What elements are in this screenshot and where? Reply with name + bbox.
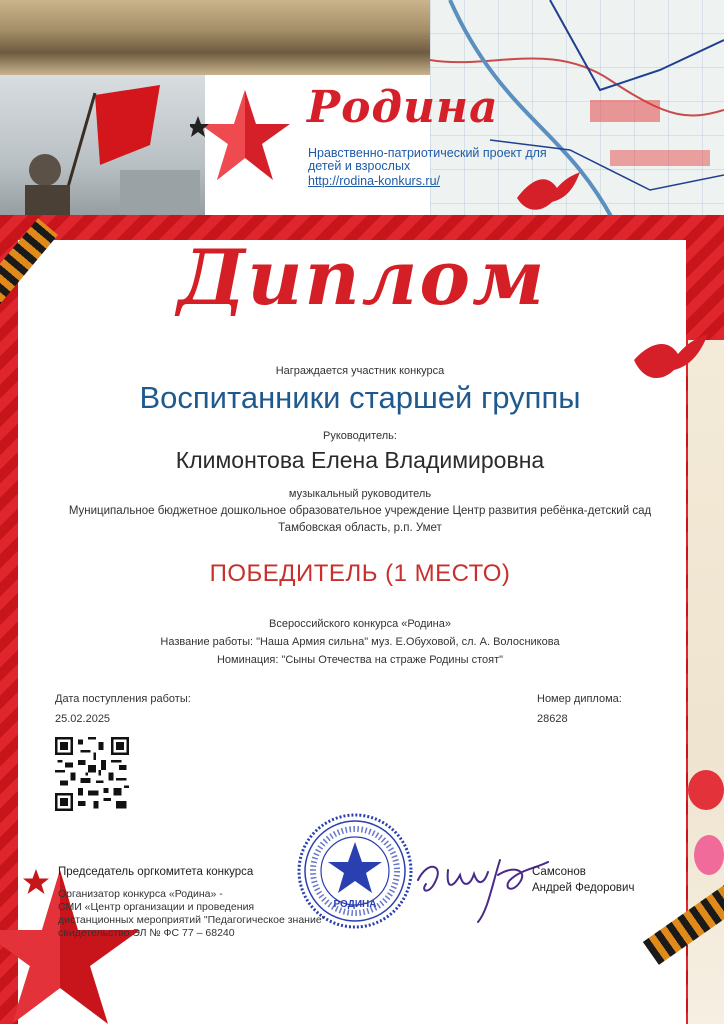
received-label: Дата поступления работы: (55, 693, 191, 705)
contest-name: Всероссийского конкурса «Родина» (269, 618, 451, 630)
work-title: Название работы: "Наша Армия сильна" муз. Е.Обуховой, сл. А. Волосникова (160, 636, 560, 648)
red-flag-icon (0, 75, 205, 225)
diploma-number: 28628 (537, 713, 568, 725)
received-date: 25.02.2025 (55, 713, 111, 725)
result-title: ПОБЕДИТЕЛЬ (1 МЕСТО) (209, 560, 511, 587)
organizer-line-2: СМИ «Центр организации и проведения (58, 901, 255, 913)
organizer-seal-icon (296, 812, 414, 930)
brand-logo-text: Родина (307, 82, 499, 133)
organizer-line-1: Организатор конкурса «Родина» - (58, 888, 223, 900)
diploma-title: Диплом (177, 233, 547, 322)
brand-subtitle: Нравственно-патриотический проект для детей и взрослых (308, 146, 547, 173)
leader-name: Климонтова Елена Владимировна (175, 447, 545, 473)
organizer-line-4: свидетельство ЭЛ № ФС 77 – 68240 (58, 927, 235, 939)
brand-link[interactable]: http://rodina-konkurs.ru/ (308, 174, 441, 188)
chair-label: Председатель оргкомитета конкурса (58, 866, 254, 878)
battle-photo-banner (0, 0, 440, 75)
region: Тамбовская область, р.п. Умет (278, 522, 442, 534)
seal-brand-text: РОДИНА (333, 899, 377, 910)
soldier-flag-photo (0, 75, 205, 225)
tulip-icon (688, 770, 724, 810)
leader-label: Руководитель: (323, 430, 397, 442)
qr-code-icon[interactable] (55, 737, 129, 811)
organizer-line-3: дистанционных мероприятий "Педагогическое знание" (58, 914, 326, 926)
dove-icon (512, 168, 582, 218)
award-line: Награждается участник конкурса (275, 365, 445, 377)
chair-given-names: Андрей Федорович (532, 882, 635, 894)
logo-star-icon (190, 88, 290, 183)
nomination: Номинация: "Сыны Отечества на страже Родины стоят" (216, 654, 504, 666)
recipient-name: Воспитанники старшей группы (139, 380, 581, 415)
leader-role: музыкальный руководитель (288, 488, 432, 500)
tulip-icon (694, 835, 724, 875)
small-red-star-icon (22, 868, 50, 896)
organization: Муниципальное бюджетное дошкольное образовательное учреждение Центр развития ребёнка-детский сад (68, 505, 652, 517)
chair-surname: Самсонов (532, 866, 586, 878)
diploma-number-label: Номер диплома: (537, 693, 622, 705)
